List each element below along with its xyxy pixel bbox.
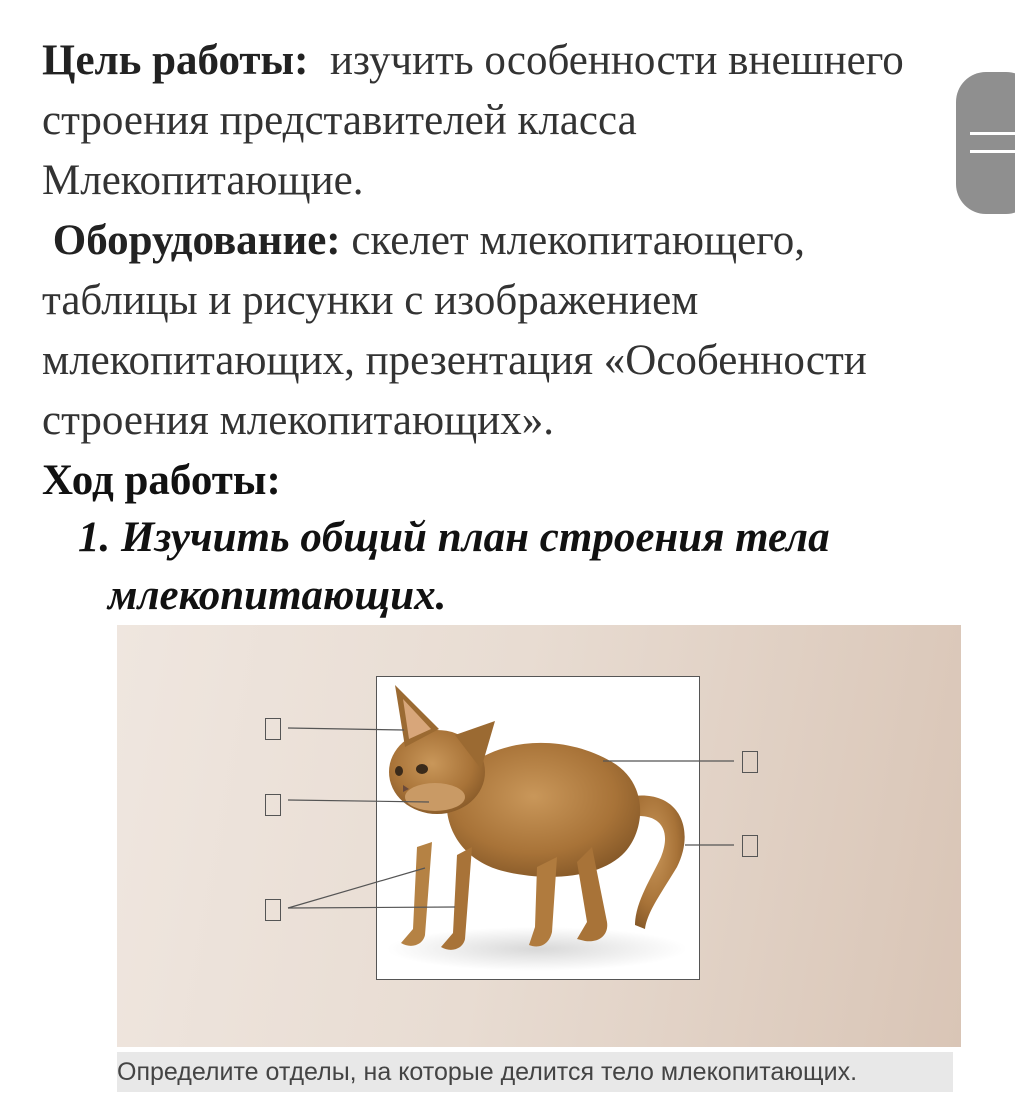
task-line-2: млекопитающих.: [108, 572, 447, 619]
equipment-text: скелет млекопитающего, таблицы и рисунки с изображением млекопитающих, презентация «Особенности строения млекопитающих».: [42, 217, 867, 444]
goal-label: Цель работы:: [42, 37, 309, 84]
label-box-head[interactable]: [265, 718, 281, 740]
label-box-neck[interactable]: [265, 794, 281, 816]
pointer-lines: [117, 625, 961, 1047]
equipment-label: Оборудование:: [52, 217, 341, 264]
body-parts-figure: [117, 625, 961, 1047]
task-line-1: 1. Изучить общий план строения тела: [78, 514, 830, 561]
goal-text: изучить особенности внешнего строения представителей класса Млекопитающие.: [42, 37, 904, 204]
equipment-paragraph: [42, 211, 962, 451]
scroll-handle[interactable]: [956, 72, 1015, 214]
figure-caption: Определите отделы, на которые делится тело млекопитающих.: [117, 1052, 953, 1092]
label-box-torso[interactable]: [742, 751, 758, 773]
label-box-limbs[interactable]: [265, 899, 281, 921]
label-box-tail[interactable]: [742, 835, 758, 857]
handle-grip-line: [970, 132, 1015, 135]
task-item: [78, 509, 978, 625]
goal-paragraph: [42, 31, 962, 211]
progress-heading: Ход работы:: [42, 457, 281, 504]
handle-grip-line: [970, 150, 1015, 153]
